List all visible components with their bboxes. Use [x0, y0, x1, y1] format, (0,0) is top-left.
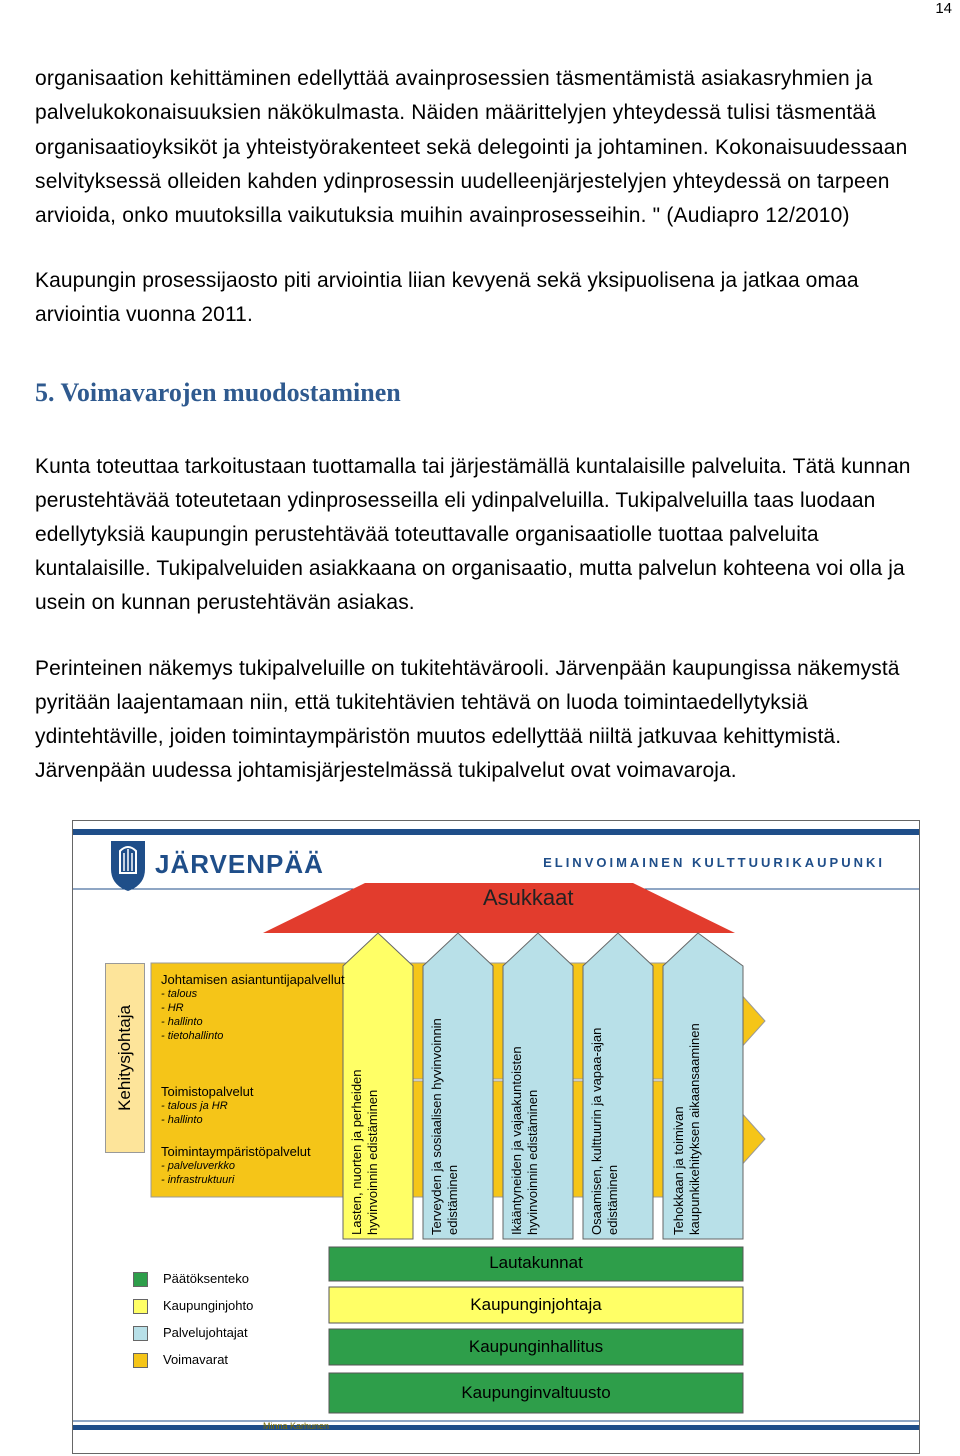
- core-label-line: edistäminen: [445, 1164, 460, 1235]
- paragraph-3: Kunta toteuttaa tarkoitustaan tuottamalla tai järjestämällä kuntalaisille palveluita. Tätä kunnan perustehtävää toteutetaan ydinprosesseilla eli ydinpalveluilla. Tukipalveluilla taas luodaan edellytyksiä kaupungin perustehtävää toteuttavalle organisaatiolle tuottaa palveluita kuntalaisille. Tukipalveluiden asiakkaana on organisaatio, mutta palvelun kohteena voi olla ja usein on kunnan perustehtävän asiakas.: [35, 455, 911, 614]
- asukkaat-label: Asukkaat: [483, 885, 574, 910]
- core-label-line: Osaamisen, kulttuurin ja vapaa-ajan: [589, 1027, 604, 1235]
- resource-group-1: [161, 973, 345, 1043]
- core-label-line: Tehokkaan ja toimivan: [671, 1106, 686, 1235]
- core-label-line: edistäminen: [605, 1164, 620, 1235]
- logo-text: JÄRVENPÄÄ: [155, 849, 324, 879]
- resource-title: Johtamisen asiantuntijapalvellut: [161, 972, 345, 987]
- resource-title: Toimintaympäristöpalvelut: [161, 1144, 311, 1159]
- core-label-1: [349, 1069, 381, 1235]
- gov-label-lautakunnat: Lautakunnat: [489, 1253, 583, 1272]
- resource-item: - palveluverkko: [161, 1160, 235, 1172]
- legend-swatch: [133, 1326, 148, 1341]
- kehitysjohtaja-box: [105, 963, 145, 1153]
- core-label-line: hyvinvoinnin edistäminen: [525, 1089, 540, 1235]
- resource-title: Toimistopalvelut: [161, 1084, 254, 1099]
- gov-label-kaupunginvaltuusto: Kaupunginvaltuusto: [461, 1383, 611, 1402]
- resource-item: - talous: [161, 988, 198, 1000]
- organization-diagram: [72, 820, 920, 1454]
- paragraph-top: organisaation kehittäminen edellyttää avainprosessien täsmentämistä asiakasryhmien ja palvelukokonaisuuksien näkökulmasta. Näiden määrittelyjen yhteydessä tulisi täsmentää organisaatioyksiköt ja yhteistyörakenteet sekä delegointi ja johtaminen. Kokonaisuudessaan selvityksessä olleiden kahden ydinprosessin uudelleenjärjestelyjen yhteydessä on tarpeen arvioida, onko muutoksilla vaikutuksia muihin avainprosesseihin. " (Audiapro 12/2010): [35, 67, 908, 228]
- legend-swatch: [133, 1299, 148, 1314]
- page-number: 14: [935, 0, 952, 17]
- gov-label-kaupunginhallitus: Kaupunginhallitus: [468, 1337, 604, 1356]
- resource-item: - infrastruktuuri: [161, 1174, 235, 1186]
- legend-swatch: [133, 1353, 148, 1368]
- kehitysjohtaja-label: Kehitysjohtaja: [115, 1005, 134, 1111]
- core-label-line: hyvinvoinnin edistäminen: [365, 1089, 380, 1235]
- resource-group-3: [161, 1145, 311, 1187]
- resource-group-2: [161, 1085, 254, 1127]
- core-label-4: [589, 1028, 621, 1235]
- resource-item: - hallinto: [161, 1114, 203, 1126]
- gov-label-kaupunginjohtaja: Kaupunginjohtaja: [470, 1295, 602, 1314]
- core-label-line: kaupunkikehityksen aikaansaaminen: [687, 1023, 702, 1235]
- resource-item: - talous ja HR: [161, 1100, 228, 1112]
- core-label-2: [429, 1018, 461, 1235]
- resource-item: - hallinto: [161, 1016, 203, 1028]
- core-label-line: Lasten, nuorten ja perheiden: [349, 1069, 364, 1235]
- legend-label: Voimavarat: [163, 1352, 229, 1367]
- resource-item: - HR: [161, 1002, 184, 1014]
- city-crest-icon: [111, 841, 145, 891]
- section-heading: 5. Voimavarojen muodostaminen: [35, 378, 401, 407]
- resource-item: - tietohallinto: [161, 1030, 224, 1042]
- top-band: [73, 829, 919, 835]
- legend-label: Palvelujohtajat: [163, 1325, 248, 1340]
- legend-label: Kaupunginjohto: [163, 1298, 254, 1313]
- legend-label: Päätöksenteko: [163, 1271, 250, 1286]
- paragraph-2: Kaupungin prosessijaosto piti arviointia liian kevyenä sekä yksipuolisena ja jatkaa omaa arviointia vuonna 2011.: [35, 269, 859, 326]
- author-credit: Minna Karhunen: [263, 1421, 330, 1431]
- core-label-line: Terveyden ja sosiaalisen hyvinvoinnin: [429, 1018, 444, 1235]
- legend-swatch: [133, 1272, 148, 1287]
- paragraph-4: Perinteinen näkemys tukipalveluille on tukitehtävärooli. Järvenpään kaupungissa näkemystä pyritään laajentamaan niin, että tukitehtävien tehtävä on luoda toimintaedellytyksiä ydintehtäville, joiden toimintaympäristön muutos edellyttää niiltä jatkuvaa kehittymistä. Järvenpään uudessa johtamisjärjestelmässä tukipalvelut ovat voimavaroja.: [35, 657, 900, 782]
- core-label-3: [509, 1046, 541, 1235]
- core-label-line: Ikääntyneiden ja vajaakuntoisten: [509, 1046, 524, 1235]
- footer-band: [73, 1425, 919, 1430]
- tagline: ELINVOIMAINEN KULTTUURIKAUPUNKI: [543, 855, 885, 870]
- core-label-5: [671, 1023, 703, 1235]
